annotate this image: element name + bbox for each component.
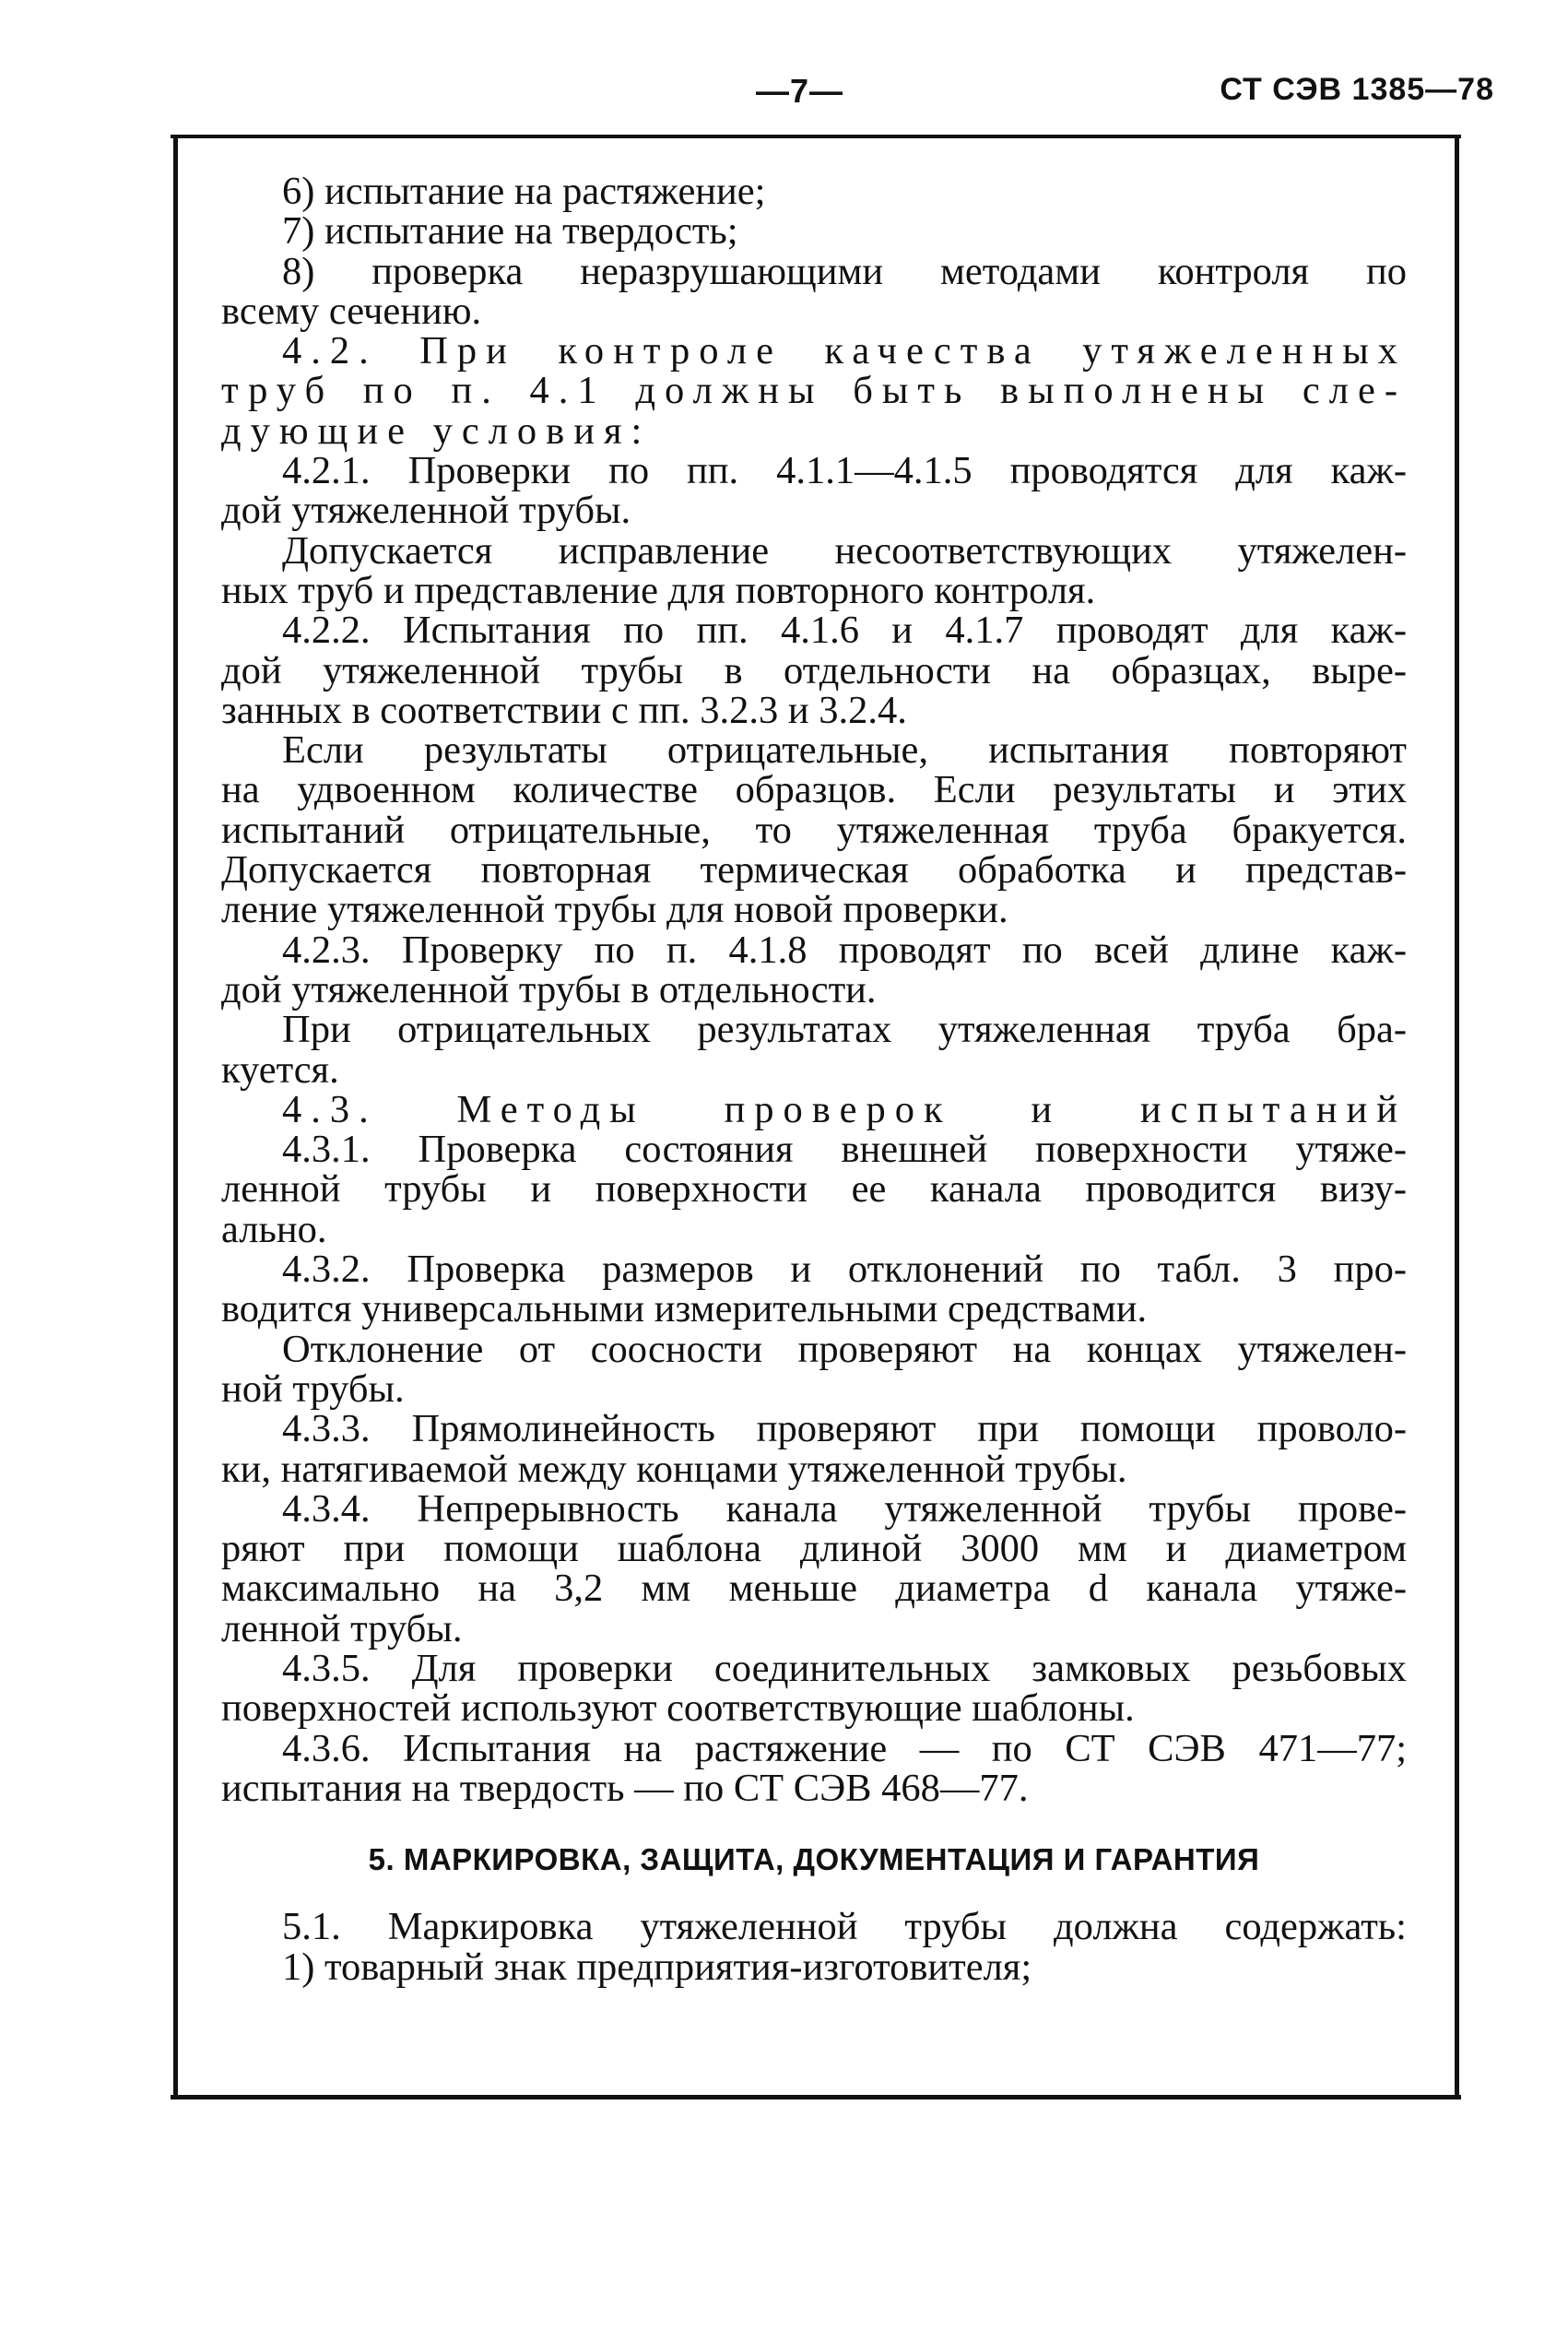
text-line: Допускается исправление несоответствующих утяжелен- <box>282 528 1407 573</box>
text-line: ных труб и представление для повторного контроля. <box>221 568 1096 612</box>
text-line: 4.2.2. Испытания по пп. 4.1.6 и 4.1.7 проводят для каж- <box>282 609 1407 653</box>
page-number: —7— <box>756 72 844 110</box>
text-line: дой утяжеленной трубы в отдельности на образцах, выре- <box>221 648 1407 692</box>
frame-right-rule <box>1455 135 1459 2097</box>
text-line: Допускается повторная термическая обработка и представ- <box>221 848 1407 893</box>
text-line: Если результаты отрицательные, испытания повторяют <box>282 728 1407 773</box>
text-line: 4.3.4. Непрерывность канала утяжеленной трубы прове- <box>282 1486 1407 1531</box>
text-line: 4.2.3. Проверку по п. 4.1.8 проводят по всей длине каж- <box>282 928 1407 972</box>
text-line: 1) товарный знак предприятия-изготовителя; <box>282 1945 1032 1989</box>
standard-code: СТ СЭВ 1385—78 <box>1220 72 1494 107</box>
section-5-title: 5. МАРКИРОВКА, ЗАЩИТА, ДОКУМЕНТАЦИЯ И ГАРАНТИЯ <box>368 1842 1260 1877</box>
text-line: куется. <box>221 1047 339 1092</box>
text-line: испытания на твердость — по СТ СЭВ 468—77. <box>221 1766 1029 1810</box>
subsection-heading: 4.3. Методы проверок и испытаний <box>282 1087 1407 1131</box>
text-line: 5.1. Маркировка утяжеленной трубы должна содержать: <box>282 1905 1407 1949</box>
text-line: ально. <box>221 1207 327 1251</box>
text-line: всему сечению. <box>221 289 482 333</box>
text-line: поверхностей используют соответствующие шаблоны. <box>221 1686 1135 1731</box>
frame-bottom-rule <box>171 2095 1461 2099</box>
text-line: При отрицательных результатах утяжеленная труба бра- <box>282 1008 1407 1052</box>
text-line: водится универсальными измерительными средствами. <box>221 1287 1148 1331</box>
text-line: ление утяжеленной трубы для новой проверки. <box>221 888 1008 932</box>
text-line: 8) проверка неразрушающими методами контроля по <box>282 249 1407 293</box>
text-line: на удвоенном количестве образцов. Если результаты и этих <box>221 768 1407 812</box>
text-line: занных в соответствии с пп. 3.2.3 и 3.2.4. <box>221 688 907 732</box>
text-line: 6) испытание на растяжение; <box>282 170 766 213</box>
text-line: ряют при помощи шаблона длиной 3000 мм и диаметром <box>221 1527 1407 1571</box>
text-line: 4.3.1. Проверка состояния внешней поверхности утяже- <box>282 1128 1407 1172</box>
text-line: дой утяжеленной трубы. <box>221 489 631 533</box>
subsection-heading: 4.2. При контроле качества утяжеленных <box>282 329 1407 373</box>
text-line: испытаний отрицательные, то утяжеленная труба бракуется. <box>221 808 1407 852</box>
text-line: ки, натягиваемой между концами утяжеленной трубы. <box>221 1447 1127 1491</box>
document-body <box>221 171 1407 1987</box>
text-line: Отклонение от соосности проверяют на концах утяжелен- <box>282 1327 1407 1371</box>
text-line: дующие условия: <box>221 408 652 453</box>
text-line: ленной трубы. <box>221 1606 463 1650</box>
text-line: труб по п. 4.1 должны быть выполнены сле- <box>221 369 1407 413</box>
text-line: максимально на 3,2 мм меньше диаметра d канала утяже- <box>221 1567 1407 1611</box>
text-line: 4.3.6. Испытания на растяжение — по СТ СЭВ 471—77; <box>282 1726 1407 1770</box>
text-line: дой утяжеленной трубы в отдельности. <box>221 967 877 1011</box>
text-line: 4.3.2. Проверка размеров и отклонений по табл. 3 про- <box>282 1248 1407 1292</box>
text-line: 7) испытание на твердость; <box>282 209 738 254</box>
frame-left-rule <box>173 135 178 2097</box>
text-line: ленной трубы и поверхности ее канала проводится визу- <box>221 1167 1407 1212</box>
text-line: ной трубы. <box>221 1366 405 1411</box>
frame-top-rule <box>171 135 1461 138</box>
text-line: 4.2.1. Проверки по пп. 4.1.1—4.1.5 проводятся для каж- <box>282 449 1407 493</box>
text-line: 4.3.3. Прямолинейность проверяют при помощи проволо- <box>282 1407 1407 1451</box>
text-line: 4.3.5. Для проверки соединительных замковых резьбовых <box>282 1646 1407 1690</box>
